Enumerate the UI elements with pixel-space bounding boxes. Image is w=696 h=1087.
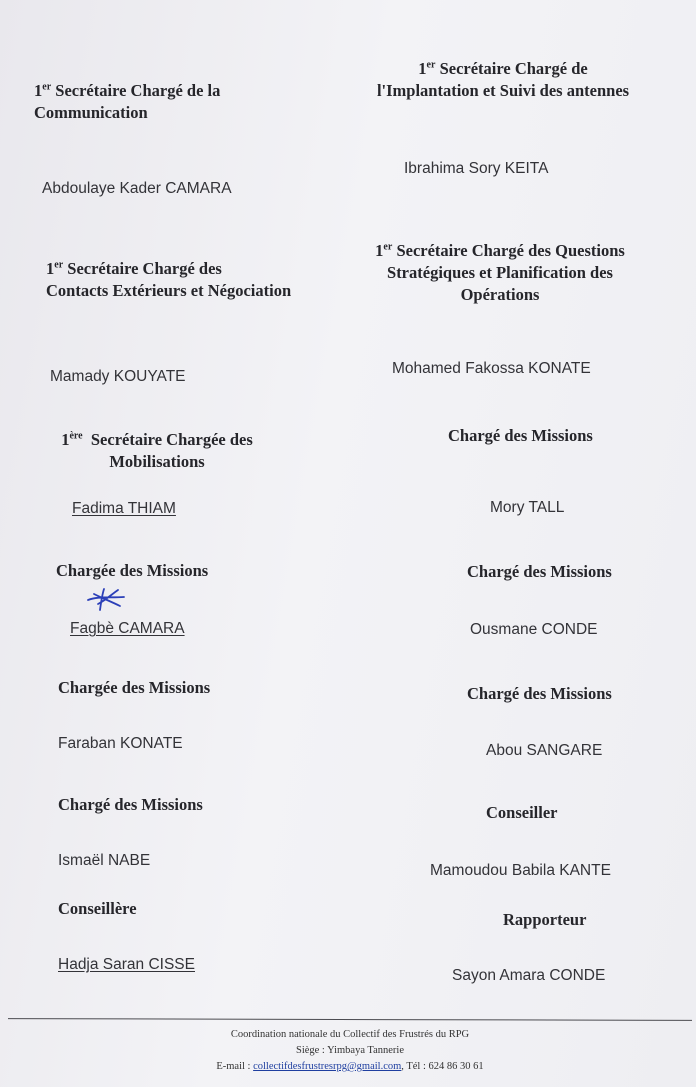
role-right-5: Chargé des Missions <box>467 684 612 703</box>
ordinal-number: 1 <box>61 430 70 449</box>
footer-org: Coordination nationale du Collectif des Frustrés du RPG <box>230 1029 470 1040</box>
role-left-5: Chargée des Missions <box>58 678 211 697</box>
role-text: Secrétaire Chargé des <box>67 259 222 278</box>
role-left-6: Chargé des Missions <box>58 795 203 814</box>
ordinal-number: 1 <box>375 241 384 260</box>
role-left-4: Chargée des Missions <box>56 561 209 580</box>
ordinal-number: 1 <box>418 59 427 78</box>
footer-address: Siège : Yimbaya Tannerie <box>295 1045 405 1056</box>
phone-text: , Tél : 624 86 30 61 <box>401 1061 484 1072</box>
member-name: Mamoudou Babila KANTE <box>430 862 611 879</box>
role-right-2 <box>340 240 660 306</box>
role-text-line3: Opérations <box>460 285 540 304</box>
member-name: Hadja Saran CISSE <box>58 956 195 973</box>
member-name: Fadima THIAM <box>72 500 176 517</box>
member-name: Fagbè CAMARA <box>70 620 185 637</box>
role-right-1 <box>338 58 668 102</box>
role-right-3: Chargé des Missions <box>448 426 593 445</box>
role-left-1 <box>34 80 220 124</box>
member-name: Abou SANGARE <box>486 742 603 759</box>
member-name: Sayon Amara CONDE <box>452 967 606 984</box>
ordinal-number: 1 <box>46 259 55 278</box>
ordinal-suffix: er <box>426 59 436 71</box>
ordinal-number: 1 <box>34 81 43 100</box>
role-text: Secrétaire Chargé de la <box>55 81 221 100</box>
ordinal-suffix: er <box>42 81 52 93</box>
role-right-7: Rapporteur <box>503 910 587 929</box>
member-name: Ousmane CONDE <box>470 621 598 638</box>
role-text: Secrétaire Chargé de <box>439 59 588 78</box>
ordinal-suffix: er <box>54 259 64 271</box>
signature-mark <box>84 586 134 612</box>
member-name: Ismaël NABE <box>58 852 151 869</box>
footer-contact <box>150 1061 550 1072</box>
role-left-2 <box>46 258 291 302</box>
role-text-line2: l'Implantation et Suivi des antennes <box>376 81 630 100</box>
role-text-line2: Stratégiques et Planification des <box>387 263 613 282</box>
role-right-4: Chargé des Missions <box>467 562 612 581</box>
email-label: E-mail : <box>216 1061 254 1072</box>
member-name: Abdoulaye Kader CAMARA <box>42 180 232 197</box>
role-text-line2: Contacts Extérieurs et Négociation <box>46 281 292 300</box>
role-text: Secrétaire Chargée des <box>90 430 253 449</box>
role-text-line2: Communication <box>34 103 148 122</box>
email-link[interactable]: collectifdesfrustresrpg@gmail.com <box>253 1061 402 1072</box>
ordinal-suffix: ère <box>69 430 83 442</box>
member-name: Mohamed Fakossa KONATE <box>392 360 591 377</box>
role-left-7: Conseillère <box>58 899 137 918</box>
role-text: Secrétaire Chargé des Questions <box>396 241 625 260</box>
role-right-6: Conseiller <box>486 803 558 822</box>
ordinal-suffix: er <box>383 241 393 253</box>
member-name: Ibrahima Sory KEITA <box>404 160 549 177</box>
member-name: Mamady KOUYATE <box>50 368 186 385</box>
role-left-3 <box>50 429 264 473</box>
member-name: Faraban KONATE <box>58 735 183 752</box>
footer-divider <box>8 1018 692 1021</box>
member-name: Mory TALL <box>490 499 565 516</box>
role-text-line2: Mobilisations <box>109 452 205 471</box>
